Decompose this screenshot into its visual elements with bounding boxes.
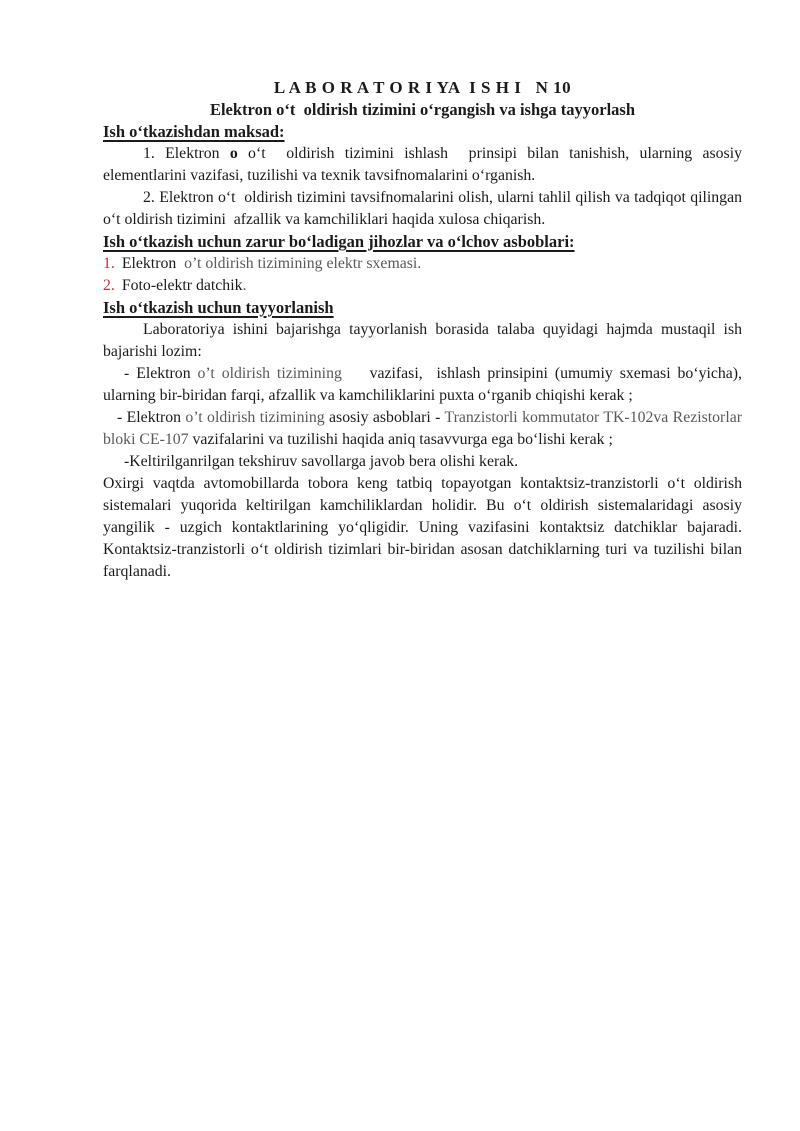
dash-paragraph-2-gray-2: Tranzistorli kommutator TK-102va Rezistorlar bloki CE-107 (103, 409, 742, 448)
dash-paragraph-2-black-rest: vazifalarini va tuzilishi haqida aniq tasavvurga ega bo‘lishi kerak ; (192, 431, 613, 448)
dash-paragraph-1-gray: o’t oldirish tizimining (197, 365, 342, 382)
heading-tayyorlanish: Ish o‘tkazish uchun tayyorlanish (103, 298, 334, 317)
paragraph-goal-1-text-rest: o‘t oldirish tizimini ishlash prinsipi bilan tanishish, ularning asosiy elementlarini vazifasi, tuzilishi va texnik tavsifnomalarini o‘rganish. (103, 145, 742, 184)
paragraph-goal-1 (103, 143, 742, 187)
dash-paragraph-2-gray-1: o’t oldirish tizimining (185, 409, 330, 426)
dash-paragraph-1-black-rest: vazifasi, ishlash prinsipini (umumiy sxemasi bo‘yicha), ularning bir-biridan farqi, afzallik va kamchiliklarini puxta o‘rganib chiqishi kerak ; (103, 365, 742, 404)
paragraph-intro: Laboratoriya ishini bajarishga tayyorlanish borasida talaba quyidagi hajmda mustaqil ish bajarishi lozim: (103, 321, 742, 360)
list-item-1-text: Elektron (121, 255, 177, 272)
paragraph-goal-1-text-start: 1. Elektron (143, 145, 230, 162)
dash-paragraph-1-black-start: - Elektron (124, 365, 198, 382)
list-item-2-gray-text: . (242, 277, 247, 294)
dash-paragraph-2 (103, 407, 742, 451)
closing-paragraph: Oxirgi vaqtda avtomobillarda tobora keng tatbiq topayotgan kontaktsiz-tranzistorli o‘t oldirish sistemalari yuqorida keltirilgan kamchiliklardan holidir. Bu o‘t oldirish sistemalaridagi asosiy yangilik - uzgich kontaktlarining yo‘qligidir. Uning vazifasini kontaktsiz datchiklar bajaradi. Kontaktsiz-tranzistorli o‘t oldirish tizimlari bir-biridan asosan datchiklarning turi va tuzilishi bilan farqlanadi. (103, 475, 742, 580)
heading-jihozlar: Ish o‘tkazish uchun zarur bo‘ladigan jihozlar va o‘lchov asboblari: (103, 232, 575, 251)
paragraph-goal-2: 2. Elektron o‘t oldirish tizimini tavsifnomalarini olish, ularni tahlil qilish va tadqiqot qilingan o‘t oldirish tizimini afzallik va kamchiliklari haqida xulosa chiqarish. (103, 189, 742, 228)
list-item-2-text: Foto-elektr datchik (121, 277, 243, 294)
dash-paragraph-2-black-mid: asosiy asboblari - (329, 409, 445, 426)
list-item-1-number: 1. (103, 255, 115, 272)
dash-paragraph-3: -Keltirilganrilgan tekshiruv savollarga javob bera olishi kerak. (124, 453, 519, 470)
list-item-1-gray-text: o’t oldirish tizimining elektr sxemasi. (176, 255, 422, 272)
dash-paragraph-1 (103, 363, 742, 407)
dash-paragraph-2-black-start: - Elektron (117, 409, 186, 426)
list-item-2-number: 2. (103, 277, 115, 294)
list-item-2 (103, 275, 742, 297)
list-item-1 (103, 253, 742, 275)
paragraph-goal-1-bold-o: o (229, 145, 238, 162)
document-subtitle: Elektron o‘t oldirish tizimini o‘rgangish va ishga tayyorlash (209, 100, 636, 119)
document-title: L A B O R A T O R I YA I S H I N 10 (273, 78, 572, 97)
heading-maksad: Ish o‘tkazishdan maksad: (103, 122, 285, 141)
